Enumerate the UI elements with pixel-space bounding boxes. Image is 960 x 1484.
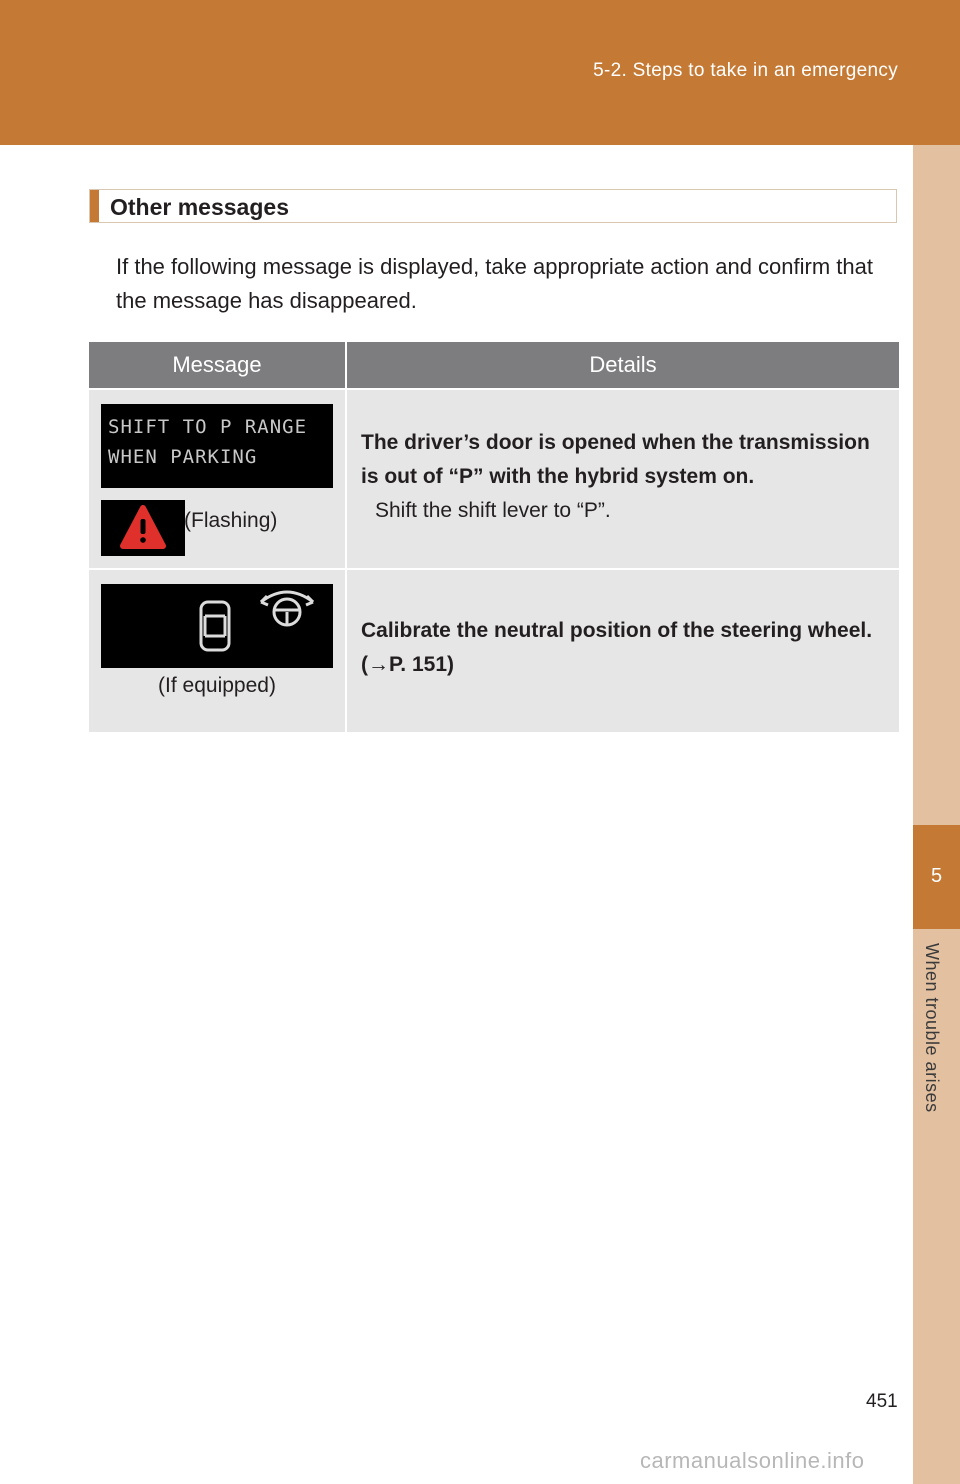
header-title: 5-2. Steps to take in an emergency [593,60,898,81]
car-icon [201,602,229,650]
lcd-display [101,584,333,668]
page-number: 451 [866,1391,898,1412]
intro-paragraph: If the following message is displayed, take appropriate action and confirm that the message has disappeared. [116,254,873,313]
detail-condition: Calibrate the neutral position of the steering wheel. (→P. 151) [361,619,873,676]
chapter-number: 5 [930,865,943,887]
messages-table [89,342,899,732]
if-equipped-note: (If equipped) [158,674,276,697]
table-row [89,569,899,732]
detail-condition: The driver’s door is opened when the transmission is out of “P” with the hybrid system on. [361,431,870,488]
flashing-note: (Flashing) [184,509,278,532]
chapter-tab[interactable] [913,825,960,929]
header-details: Details [346,342,899,389]
header-message: Message [89,342,346,389]
page-header [0,0,960,145]
section-heading [89,189,897,223]
watermark: carmanualsonline.info [640,1448,865,1473]
details-text [347,390,899,528]
details-text [347,570,899,682]
message-cell [89,569,346,732]
side-strip [913,145,960,1484]
lcd-line: SHIFT TO P RANGE [108,416,308,438]
steering-wheel-icon [261,592,313,625]
lcd-display [101,404,333,488]
table-row [89,389,899,569]
section-heading-text: Other messages [110,194,289,220]
message-cell [89,389,346,569]
heading-accent-bar [90,190,99,222]
details-cell [346,389,899,569]
steering-calibration-icon [101,584,333,668]
master-warning-indicator [101,500,185,556]
chapter-label: When trouble arises [922,943,942,1113]
warning-triangle-icon [101,500,185,556]
lcd-line: WHEN PARKING [108,446,258,468]
detail-action: Shift the shift lever to “P”. [375,499,611,522]
details-cell [346,569,899,732]
